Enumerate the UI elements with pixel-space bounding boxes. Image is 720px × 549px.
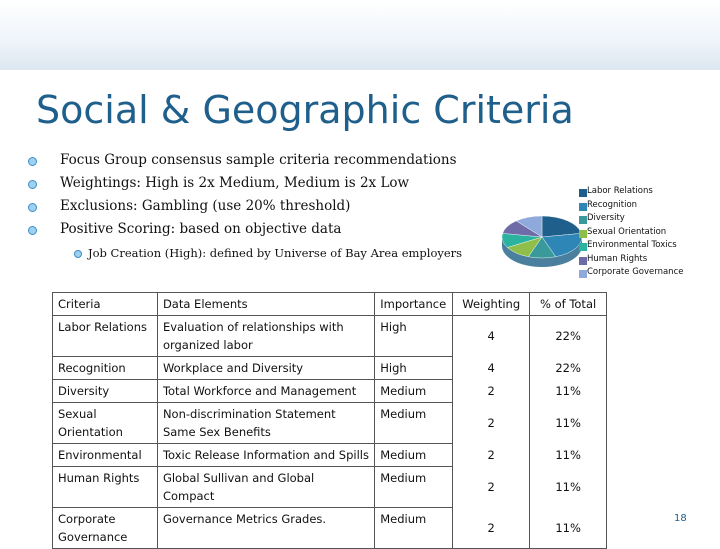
bullet-text: Focus Group consensus sample criteria recommendations: [60, 152, 457, 168]
table-row: [53, 508, 607, 549]
weighting-cell: 2: [453, 467, 530, 508]
legend-label: Corporate Governance: [587, 267, 684, 277]
column-header: Data Elements: [157, 293, 374, 316]
column-header: % of Total: [530, 293, 607, 316]
importance-cell: Medium: [375, 508, 453, 549]
weighting-cell: 2: [453, 403, 530, 444]
bullet-icon: [28, 157, 37, 166]
table-row: [53, 380, 607, 403]
legend-label: Labor Relations: [587, 186, 653, 196]
column-header: Importance: [375, 293, 453, 316]
sub-bullet-text: Job Creation (High): defined by Universe of Bay Area employers: [88, 246, 463, 260]
data-elements-cell: Governance Metrics Grades.: [157, 508, 374, 549]
percent-cell: 22%: [530, 357, 607, 380]
criteria-cell: Recognition: [53, 357, 158, 380]
bullet-icon: [74, 250, 82, 258]
weighting-cell: 4: [453, 357, 530, 380]
percent-cell: 11%: [530, 380, 607, 403]
importance-cell: High: [375, 316, 453, 357]
criteria-cell: Human Rights: [53, 467, 158, 508]
bullet-text: Positive Scoring: based on objective data: [60, 221, 342, 237]
legend-label: Recognition: [587, 199, 638, 210]
page-number: 18: [674, 513, 687, 524]
bullet-text: Weightings: High is 2x Medium, Medium is 2x Low: [60, 175, 410, 191]
data-elements-cell: Toxic Release Information and Spills: [157, 444, 374, 467]
bullet-item: [24, 198, 457, 221]
column-header: Criteria: [53, 293, 158, 316]
bullet-item: [24, 175, 457, 198]
bullet-item: [24, 221, 457, 244]
bullet-item: [24, 152, 457, 175]
importance-cell: Medium: [375, 380, 453, 403]
criteria-cell: Corporate Governance: [53, 508, 158, 549]
table-row: [53, 467, 607, 508]
percent-cell: 11%: [530, 508, 607, 549]
header-band: [0, 0, 720, 70]
legend-swatch: [579, 243, 587, 251]
table-header-row: [53, 293, 607, 316]
legend-swatch: [579, 216, 587, 224]
legend-swatch: [579, 257, 587, 265]
legend-label: Diversity: [587, 213, 625, 223]
importance-cell: High: [375, 357, 453, 380]
legend-label: Human Rights: [587, 253, 648, 264]
criteria-table: [52, 292, 607, 549]
pie-chart: [500, 208, 584, 274]
bullet-text: Exclusions: Gambling (use 20% threshold): [60, 198, 351, 214]
weighting-cell: 4: [453, 316, 530, 357]
data-elements-cell: Non-discrimination Statement Same Sex Benefits: [157, 403, 374, 444]
importance-cell: Medium: [375, 403, 453, 444]
table-row: [53, 316, 607, 357]
importance-cell: Medium: [375, 444, 453, 467]
bullet-icon: [28, 226, 37, 235]
percent-cell: 11%: [530, 467, 607, 508]
legend-swatch: [579, 203, 587, 211]
percent-cell: 11%: [530, 403, 607, 444]
weighting-cell: 2: [453, 444, 530, 467]
importance-cell: Medium: [375, 467, 453, 508]
weighting-cell: 2: [453, 380, 530, 403]
criteria-cell: Sexual Orientation: [53, 403, 158, 444]
slide-title: Social & Geographic Criteria: [36, 88, 574, 132]
bullet-icon: [28, 180, 37, 189]
bullet-list: [24, 152, 457, 244]
legend-label: Sexual Orientation: [587, 226, 667, 237]
bullet-icon: [28, 203, 37, 212]
table-row: [53, 403, 607, 444]
legend-label: Environmental Toxics: [587, 240, 677, 250]
criteria-cell: Labor Relations: [53, 316, 158, 357]
criteria-cell: Environmental: [53, 444, 158, 467]
column-header: Weighting: [453, 293, 530, 316]
legend-swatch: [579, 270, 587, 278]
data-elements-cell: Workplace and Diversity: [157, 357, 374, 380]
sub-bullet-item: [72, 246, 462, 260]
data-elements-cell: Evaluation of relationships with organized labor: [157, 316, 374, 357]
data-elements-cell: Global Sullivan and Global Compact: [157, 467, 374, 508]
data-elements-cell: Total Workforce and Management: [157, 380, 374, 403]
weighting-cell: 2: [453, 508, 530, 549]
percent-cell: 22%: [530, 316, 607, 357]
table-row: [53, 444, 607, 467]
legend-swatch: [579, 189, 587, 197]
criteria-cell: Diversity: [53, 380, 158, 403]
table-row: [53, 357, 607, 380]
percent-cell: 11%: [530, 444, 607, 467]
legend-swatch: [579, 230, 587, 238]
